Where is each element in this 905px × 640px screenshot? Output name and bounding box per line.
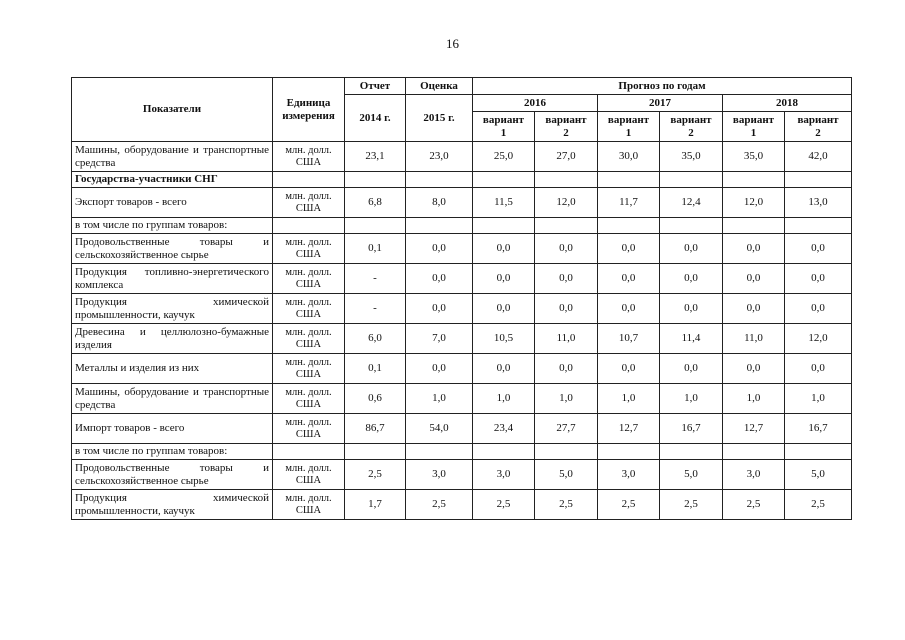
row-indicator: Продукция химической промышленности, каучук: [72, 490, 273, 520]
row-value: 35,0: [723, 142, 785, 172]
row-value: 11,7: [598, 188, 660, 218]
row-value: 0,0: [660, 234, 723, 264]
row-value: 11,0: [535, 324, 598, 354]
row-value: 0,0: [723, 234, 785, 264]
row-indicator: Продовольственные товары и сельскохозяйственное сырье: [72, 234, 273, 264]
row-value: 0,0: [598, 234, 660, 264]
row-value: 27,7: [535, 414, 598, 444]
row-value: 0,0: [660, 294, 723, 324]
row-value: 1,0: [598, 384, 660, 414]
row-value: 1,0: [535, 384, 598, 414]
header-variant: [660, 112, 723, 142]
table-row: [72, 324, 852, 354]
row-value: 0,0: [785, 354, 852, 384]
table-row: [72, 460, 852, 490]
row-indicator: Древесина и целлюлозно-бумажные изделия: [72, 324, 273, 354]
row-value: [345, 444, 406, 460]
row-unit: млн. долл. США: [273, 294, 345, 324]
row-value: 10,7: [598, 324, 660, 354]
row-value: 0,0: [473, 354, 535, 384]
row-unit: млн. долл. США: [273, 324, 345, 354]
header-variant: [535, 112, 598, 142]
row-value: 0,0: [785, 264, 852, 294]
row-value: 0,0: [785, 234, 852, 264]
row-value: 2,5: [660, 490, 723, 520]
row-unit: млн. долл. США: [273, 414, 345, 444]
header-unit: Единица измерения: [273, 78, 345, 142]
row-value: 2,5: [473, 490, 535, 520]
header-variant-number: 1: [625, 126, 632, 139]
row-value: 0,0: [535, 234, 598, 264]
row-value: 0,0: [473, 234, 535, 264]
header-variant-word: вариант: [482, 113, 525, 126]
row-value: 0,1: [345, 234, 406, 264]
row-value: 13,0: [785, 188, 852, 218]
header-indicators: Показатели: [72, 78, 273, 142]
row-value: [406, 444, 473, 460]
table-row: [72, 188, 852, 218]
row-value: 1,0: [723, 384, 785, 414]
table-row: [72, 444, 852, 460]
row-unit: [273, 172, 345, 188]
row-value: 3,0: [598, 460, 660, 490]
header-report: Отчет: [345, 78, 406, 95]
header-year-2018: 2018: [723, 95, 852, 112]
row-indicator: Продовольственные товары и сельскохозяйственное сырье: [72, 460, 273, 490]
row-value: 16,7: [660, 414, 723, 444]
row-unit: млн. долл. США: [273, 234, 345, 264]
row-value: 2,5: [723, 490, 785, 520]
row-value: 0,0: [473, 264, 535, 294]
row-unit: [273, 444, 345, 460]
row-value: 2,5: [345, 460, 406, 490]
row-value: 12,7: [598, 414, 660, 444]
row-value: 3,0: [406, 460, 473, 490]
row-indicator: Продукция топливно-энергетического комплекса: [72, 264, 273, 294]
row-value: [406, 172, 473, 188]
table-row: [72, 264, 852, 294]
header-variant-number: 2: [815, 126, 821, 139]
row-value: 11,0: [723, 324, 785, 354]
row-value: 0,6: [345, 384, 406, 414]
row-value: 42,0: [785, 142, 852, 172]
row-value: [473, 172, 535, 188]
row-value: 0,0: [660, 354, 723, 384]
row-value: [660, 218, 723, 234]
row-value: 23,0: [406, 142, 473, 172]
row-value: [535, 444, 598, 460]
header-year-2016: 2016: [473, 95, 598, 112]
row-value: [723, 444, 785, 460]
header-variant: [473, 112, 535, 142]
row-value: 5,0: [785, 460, 852, 490]
header-variant-number: 2: [563, 126, 569, 139]
row-value: 11,4: [660, 324, 723, 354]
row-value: [598, 444, 660, 460]
row-value: 11,5: [473, 188, 535, 218]
row-value: 0,0: [723, 294, 785, 324]
row-value: 10,5: [473, 324, 535, 354]
row-value: 1,0: [473, 384, 535, 414]
row-value: 3,0: [473, 460, 535, 490]
row-value: 12,0: [785, 324, 852, 354]
row-indicator: в том числе по группам товаров:: [72, 444, 273, 460]
row-unit: млн. долл. США: [273, 264, 345, 294]
row-value: 54,0: [406, 414, 473, 444]
row-unit: млн. долл. США: [273, 384, 345, 414]
row-value: [473, 218, 535, 234]
row-value: 2,5: [785, 490, 852, 520]
row-value: 8,0: [406, 188, 473, 218]
header-variant-number: 1: [750, 126, 757, 139]
row-value: [345, 172, 406, 188]
row-indicator: Продукция химической промышленности, каучук: [72, 294, 273, 324]
row-value: 0,0: [406, 234, 473, 264]
row-value: 35,0: [660, 142, 723, 172]
row-value: 2,5: [535, 490, 598, 520]
row-unit: млн. долл. США: [273, 354, 345, 384]
row-value: 0,0: [660, 264, 723, 294]
table-row: [72, 414, 852, 444]
header-report-year: 2014 г.: [345, 95, 406, 142]
row-value: 0,0: [723, 354, 785, 384]
header-year-2017: 2017: [598, 95, 723, 112]
row-value: [535, 172, 598, 188]
row-value: 0,0: [535, 294, 598, 324]
row-value: [473, 444, 535, 460]
row-value: 2,5: [598, 490, 660, 520]
header-variant-word: вариант: [607, 113, 650, 126]
row-unit: [273, 218, 345, 234]
row-unit: млн. долл. США: [273, 460, 345, 490]
row-value: 6,8: [345, 188, 406, 218]
row-value: [598, 218, 660, 234]
row-value: 16,7: [785, 414, 852, 444]
row-value: 0,0: [785, 294, 852, 324]
header-variant-word: вариант: [670, 113, 712, 126]
row-value: 2,5: [406, 490, 473, 520]
header-variant-number: 1: [500, 126, 507, 139]
row-indicator: Металлы и изделия из них: [72, 354, 273, 384]
row-value: 0,0: [598, 354, 660, 384]
row-value: [723, 172, 785, 188]
table-row: [72, 234, 852, 264]
row-value: 0,0: [535, 264, 598, 294]
row-unit: млн. долл. США: [273, 188, 345, 218]
row-value: 0,0: [598, 264, 660, 294]
row-value: [660, 444, 723, 460]
page-number: 16: [446, 36, 459, 51]
row-indicator: в том числе по группам товаров:: [72, 218, 273, 234]
row-value: [785, 218, 852, 234]
row-value: 0,0: [473, 294, 535, 324]
row-value: [406, 218, 473, 234]
row-value: 0,0: [406, 264, 473, 294]
row-value: 23,4: [473, 414, 535, 444]
row-value: 1,7: [345, 490, 406, 520]
header-variant: [723, 112, 785, 142]
table-row: [72, 218, 852, 234]
row-value: 0,0: [723, 264, 785, 294]
row-unit: млн. долл. США: [273, 142, 345, 172]
header-estimate-year: 2015 г.: [406, 95, 473, 142]
row-value: 1,0: [406, 384, 473, 414]
row-indicator: Машины, оборудование и транспортные средства: [72, 384, 273, 414]
row-value: [785, 444, 852, 460]
table-row: [72, 142, 852, 172]
header-variant-word: вариант: [797, 113, 839, 126]
header-forecast: Прогноз по годам: [473, 78, 852, 95]
row-indicator: Машины, оборудование и транспортные средства: [72, 142, 273, 172]
row-unit: млн. долл. США: [273, 490, 345, 520]
table-row: [72, 490, 852, 520]
row-value: [723, 218, 785, 234]
row-value: 0,0: [535, 354, 598, 384]
row-value: 1,0: [660, 384, 723, 414]
row-value: 12,0: [535, 188, 598, 218]
row-value: 7,0: [406, 324, 473, 354]
row-value: 3,0: [723, 460, 785, 490]
header-estimate: Оценка: [406, 78, 473, 95]
row-value: [345, 218, 406, 234]
row-value: [660, 172, 723, 188]
table-row: [72, 294, 852, 324]
row-value: -: [345, 294, 406, 324]
row-value: 30,0: [598, 142, 660, 172]
header-variant: [785, 112, 852, 142]
row-value: 0,0: [598, 294, 660, 324]
header-variant-word: вариант: [545, 113, 587, 126]
table-row: [72, 172, 852, 188]
row-value: 5,0: [535, 460, 598, 490]
row-value: 0,0: [406, 294, 473, 324]
row-value: [598, 172, 660, 188]
row-value: 1,0: [785, 384, 852, 414]
row-value: 25,0: [473, 142, 535, 172]
table-row: [72, 384, 852, 414]
row-value: [535, 218, 598, 234]
row-indicator: Импорт товаров - всего: [72, 414, 273, 444]
table-row: [72, 354, 852, 384]
row-value: 27,0: [535, 142, 598, 172]
row-value: [785, 172, 852, 188]
row-value: 12,4: [660, 188, 723, 218]
header-variant-number: 2: [688, 126, 694, 139]
row-value: 86,7: [345, 414, 406, 444]
row-indicator: Государства-участники СНГ: [72, 172, 273, 188]
row-indicator: Экспорт товаров - всего: [72, 188, 273, 218]
row-value: 5,0: [660, 460, 723, 490]
row-value: 23,1: [345, 142, 406, 172]
row-value: 12,0: [723, 188, 785, 218]
forecast-table: [71, 77, 852, 520]
row-value: 0,1: [345, 354, 406, 384]
header-variant: [598, 112, 660, 142]
row-value: -: [345, 264, 406, 294]
row-value: 6,0: [345, 324, 406, 354]
row-value: 0,0: [406, 354, 473, 384]
header-variant-word: вариант: [732, 113, 775, 126]
row-value: 12,7: [723, 414, 785, 444]
